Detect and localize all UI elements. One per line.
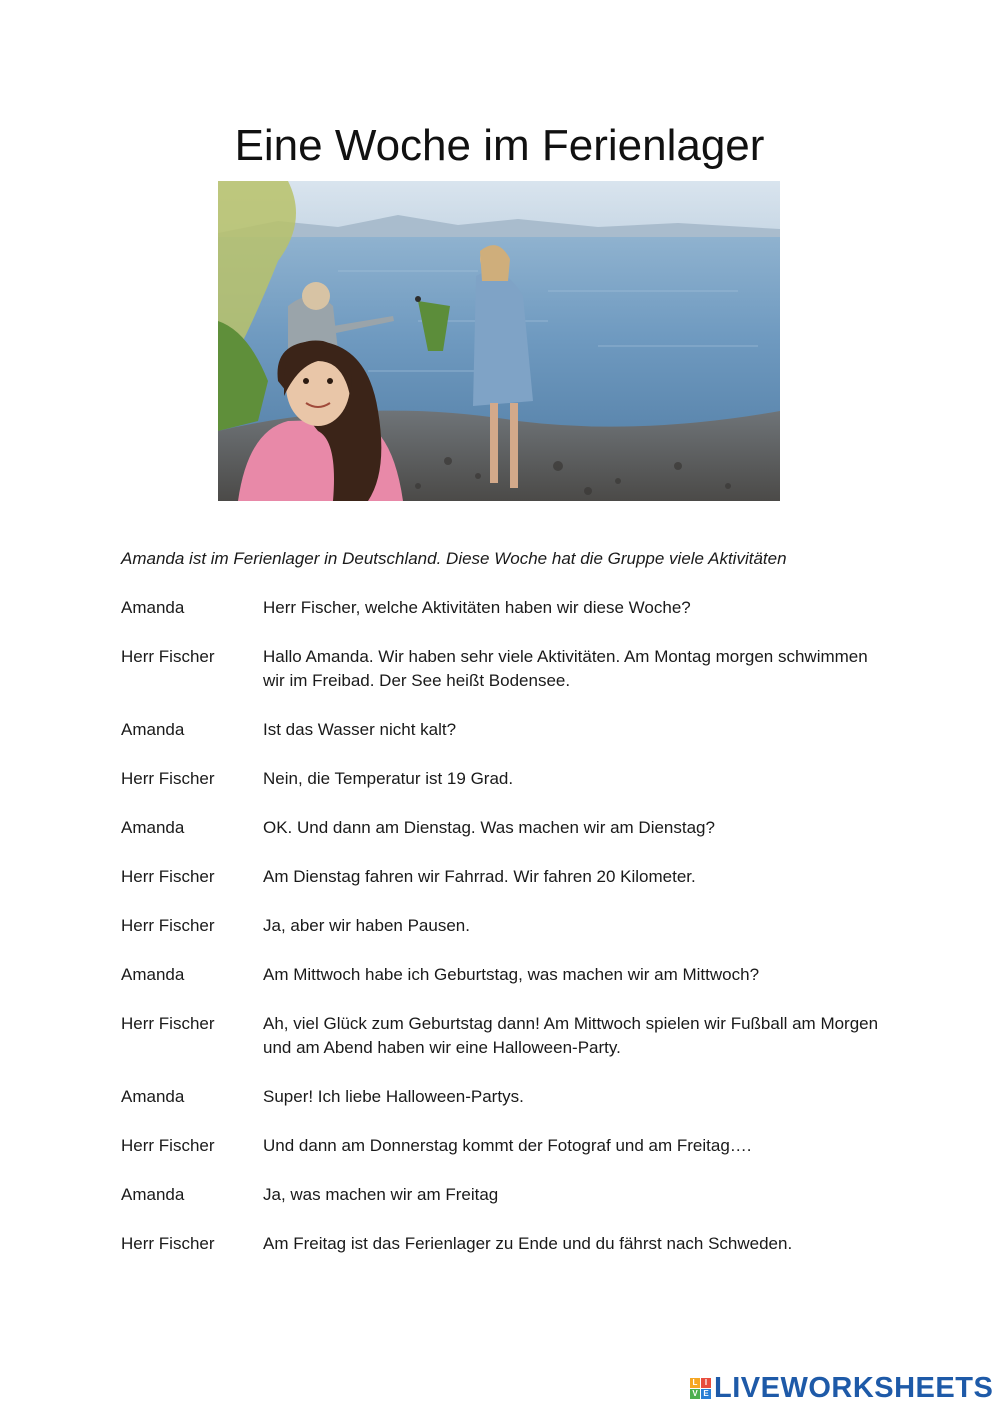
- dialog-row: [121, 645, 881, 693]
- speaker-name: Amanda: [121, 965, 185, 984]
- speaker-name: Herr Fischer: [121, 916, 215, 935]
- dialog-line: Ah, viel Glück zum Geburtstag dann! Am Mittwoch spielen wir Fußball am Morgen und am Abend haben wir eine Halloween-Party.: [263, 1014, 879, 1057]
- dialog-line: Hallo Amanda. Wir haben sehr viele Aktivitäten. Am Montag morgen schwimmen wir im Freibad. Der See heißt Bodensee.: [263, 647, 868, 690]
- dialog-row: [121, 718, 881, 742]
- intro-text: Amanda ist im Ferienlager in Deutschland. Diese Woche hat die Gruppe viele Aktivitäten: [121, 549, 787, 568]
- dialog-line: Nein, die Temperatur ist 19 Grad.: [263, 769, 514, 788]
- dialog-row: [121, 1012, 881, 1060]
- dialog-line: Am Dienstag fahren wir Fahrrad. Wir fahren 20 Kilometer.: [263, 867, 696, 886]
- dialog-line: Am Mittwoch habe ich Geburtstag, was machen wir am Mittwoch?: [263, 965, 760, 984]
- logo-mark-letter: L: [690, 1378, 700, 1388]
- speaker-name: Herr Fischer: [121, 1234, 215, 1253]
- speaker-name: Herr Fischer: [121, 647, 215, 666]
- speaker-name: Amanda: [121, 1185, 185, 1204]
- speaker-name: Amanda: [121, 598, 185, 617]
- dialog-row: [121, 596, 881, 620]
- dialog-line: Ja, aber wir haben Pausen.: [263, 916, 470, 935]
- dialog-row: [121, 767, 881, 791]
- dialog-row: [121, 1085, 881, 1109]
- dialog-line: OK. Und dann am Dienstag. Was machen wir am Dienstag?: [263, 818, 715, 837]
- page-title: Eine Woche im Ferienlager: [234, 121, 765, 170]
- speaker-name: Amanda: [121, 720, 185, 739]
- logo-mark-letter: E: [701, 1389, 711, 1399]
- liveworksheets-logo[interactable]: [690, 1372, 993, 1404]
- dialog-row: [121, 914, 881, 938]
- dialog-line: Ist das Wasser nicht kalt?: [263, 720, 457, 739]
- dialog-row: [121, 1183, 881, 1207]
- speaker-name: Herr Fischer: [121, 1014, 215, 1033]
- speaker-name: Herr Fischer: [121, 867, 215, 886]
- dialog-line: Super! Ich liebe Halloween-Partys.: [263, 1087, 524, 1106]
- speaker-name: Amanda: [121, 1087, 185, 1106]
- dialog-line: Und dann am Donnerstag kommt der Fotograf und am Freitag….: [263, 1136, 752, 1155]
- dialog-row: [121, 865, 881, 889]
- dialog-row: [121, 963, 881, 987]
- speaker-name: Herr Fischer: [121, 1136, 215, 1155]
- lake-photo: [218, 181, 780, 501]
- dialog-row: [121, 1232, 881, 1256]
- logo-text: LIVEWORKSHEETS: [714, 1372, 994, 1404]
- dialog-line: Am Freitag ist das Ferienlager zu Ende und du fährst nach Schweden.: [263, 1234, 793, 1253]
- dialog-line: Ja, was machen wir am Freitag: [263, 1185, 499, 1204]
- logo-mark-icon: [690, 1378, 711, 1399]
- logo-mark-letter: V: [690, 1389, 700, 1399]
- dialog-row: [121, 1134, 881, 1158]
- speaker-name: Amanda: [121, 818, 185, 837]
- speaker-name: Herr Fischer: [121, 769, 215, 788]
- dialog-row: [121, 816, 881, 840]
- dialog: [121, 596, 881, 1281]
- dialog-line: Herr Fischer, welche Aktivitäten haben wir diese Woche?: [263, 598, 691, 617]
- logo-mark-letter: I: [701, 1378, 711, 1388]
